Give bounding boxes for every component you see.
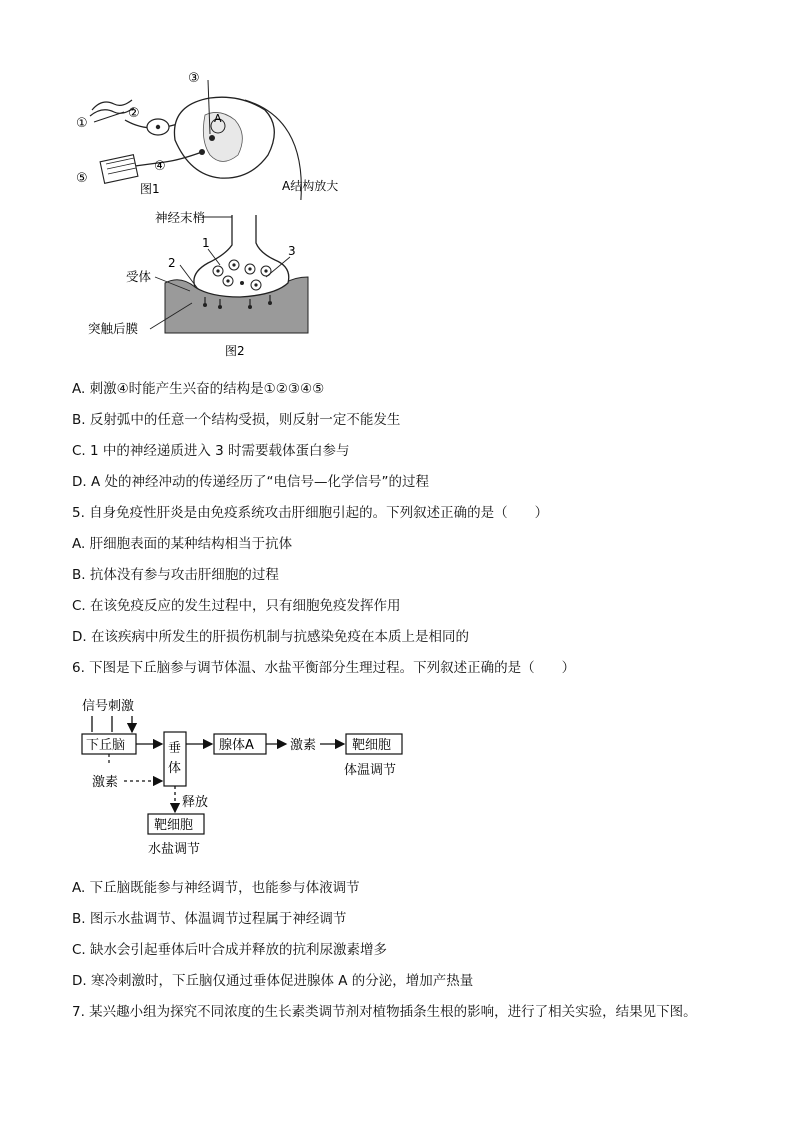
q4-option-c: C. 1 中的神经递质进入 3 时需要载体蛋白参与 [72,443,350,459]
water-salt-label: 水盐调节 [148,842,201,857]
hypothalamus-label: 下丘脑 [86,738,126,753]
label-postsynaptic: 突触后膜 [88,321,139,336]
figure-1-caption: 图1 [140,182,160,196]
pituitary-label-char2: 体 [168,761,182,776]
q6-option-d: D. 寒冷刺激时，下丘脑仅通过垂体促进腺体 A 的分泌，增加产热量 [72,973,474,989]
q6-option-a: A. 下丘脑既能参与神经调节，也能参与体液调节 [72,880,360,896]
label-nerve-ending: 神经末梢 [155,210,206,225]
pituitary-label-char1: 垂 [168,741,182,756]
q6-flow-diagram [78,692,418,862]
label-vesicle-1: 1 [202,236,210,250]
q6-option-b: B. 图示水盐调节、体温调节过程属于神经调节 [72,911,347,927]
label-4: ④ [154,159,166,174]
q6-option-c: C. 缺水会引起垂体后叶合成并释放的抗利尿激素增多 [72,942,388,958]
hormone-label-1: 激素 [290,738,317,753]
label-3: ③ [188,71,200,86]
label-2: 2 [168,256,176,270]
gland-a-label: 腺体A [219,738,254,753]
q4-option-a: A. 刺激④时能产生兴奋的结构是①②③④⑤ [72,381,325,397]
label-A: A [214,112,222,125]
figure-2-caption: 图2 [225,344,245,358]
q5-option-d: D. 在该疾病中所发生的肝损伤机制与抗感染免疫在本质上是相同的 [72,629,469,645]
figure-1-reflex-arc [70,60,370,200]
label-3: 3 [288,244,296,258]
label-magnify: A结构放大 [282,179,339,193]
target-cell-1-label: 靶细胞 [352,738,392,753]
label-1: ① [76,116,88,131]
q5-option-c: C. 在该免疫反应的发生过程中，只有细胞免疫发挥作用 [72,598,401,614]
label-receptor: 受体 [126,269,152,284]
target-cell-2-label: 靶细胞 [154,818,194,833]
q5-option-a: A. 肝细胞表面的某种结构相当于抗体 [72,536,293,552]
figure-2-synapse [80,205,340,365]
hormone-label-2: 激素 [92,775,119,790]
thermoregulation-label: 体温调节 [344,763,397,778]
q4-option-d: D. A 处的神经冲动的传递经历了“电信号—化学信号”的过程 [72,474,429,490]
label-5: ⑤ [76,171,88,186]
signal-stimulus-label: 信号刺激 [82,699,135,714]
release-label: 释放 [182,795,209,810]
q4-option-b: B. 反射弧中的任意一个结构受损，则反射一定不能发生 [72,412,401,428]
q6-stem: 6. 下图是下丘脑参与调节体温、水盐平衡部分生理过程。下列叙述正确的是（ ） [72,660,576,676]
q5-stem: 5. 自身免疫性肝炎是由免疫系统攻击肝细胞引起的。下列叙述正确的是（ ） [72,505,549,521]
q7-stem: 7. 某兴趣小组为探究不同浓度的生长素类调节剂对植物插条生根的影响，进行了相关实验，结果见下图。 [72,1004,697,1020]
label-2: ② [128,106,140,121]
spinal-cord [174,97,274,178]
effector-muscle-icon [100,155,138,184]
q5-option-b: B. 抗体没有参与攻击肝细胞的过程 [72,567,279,583]
